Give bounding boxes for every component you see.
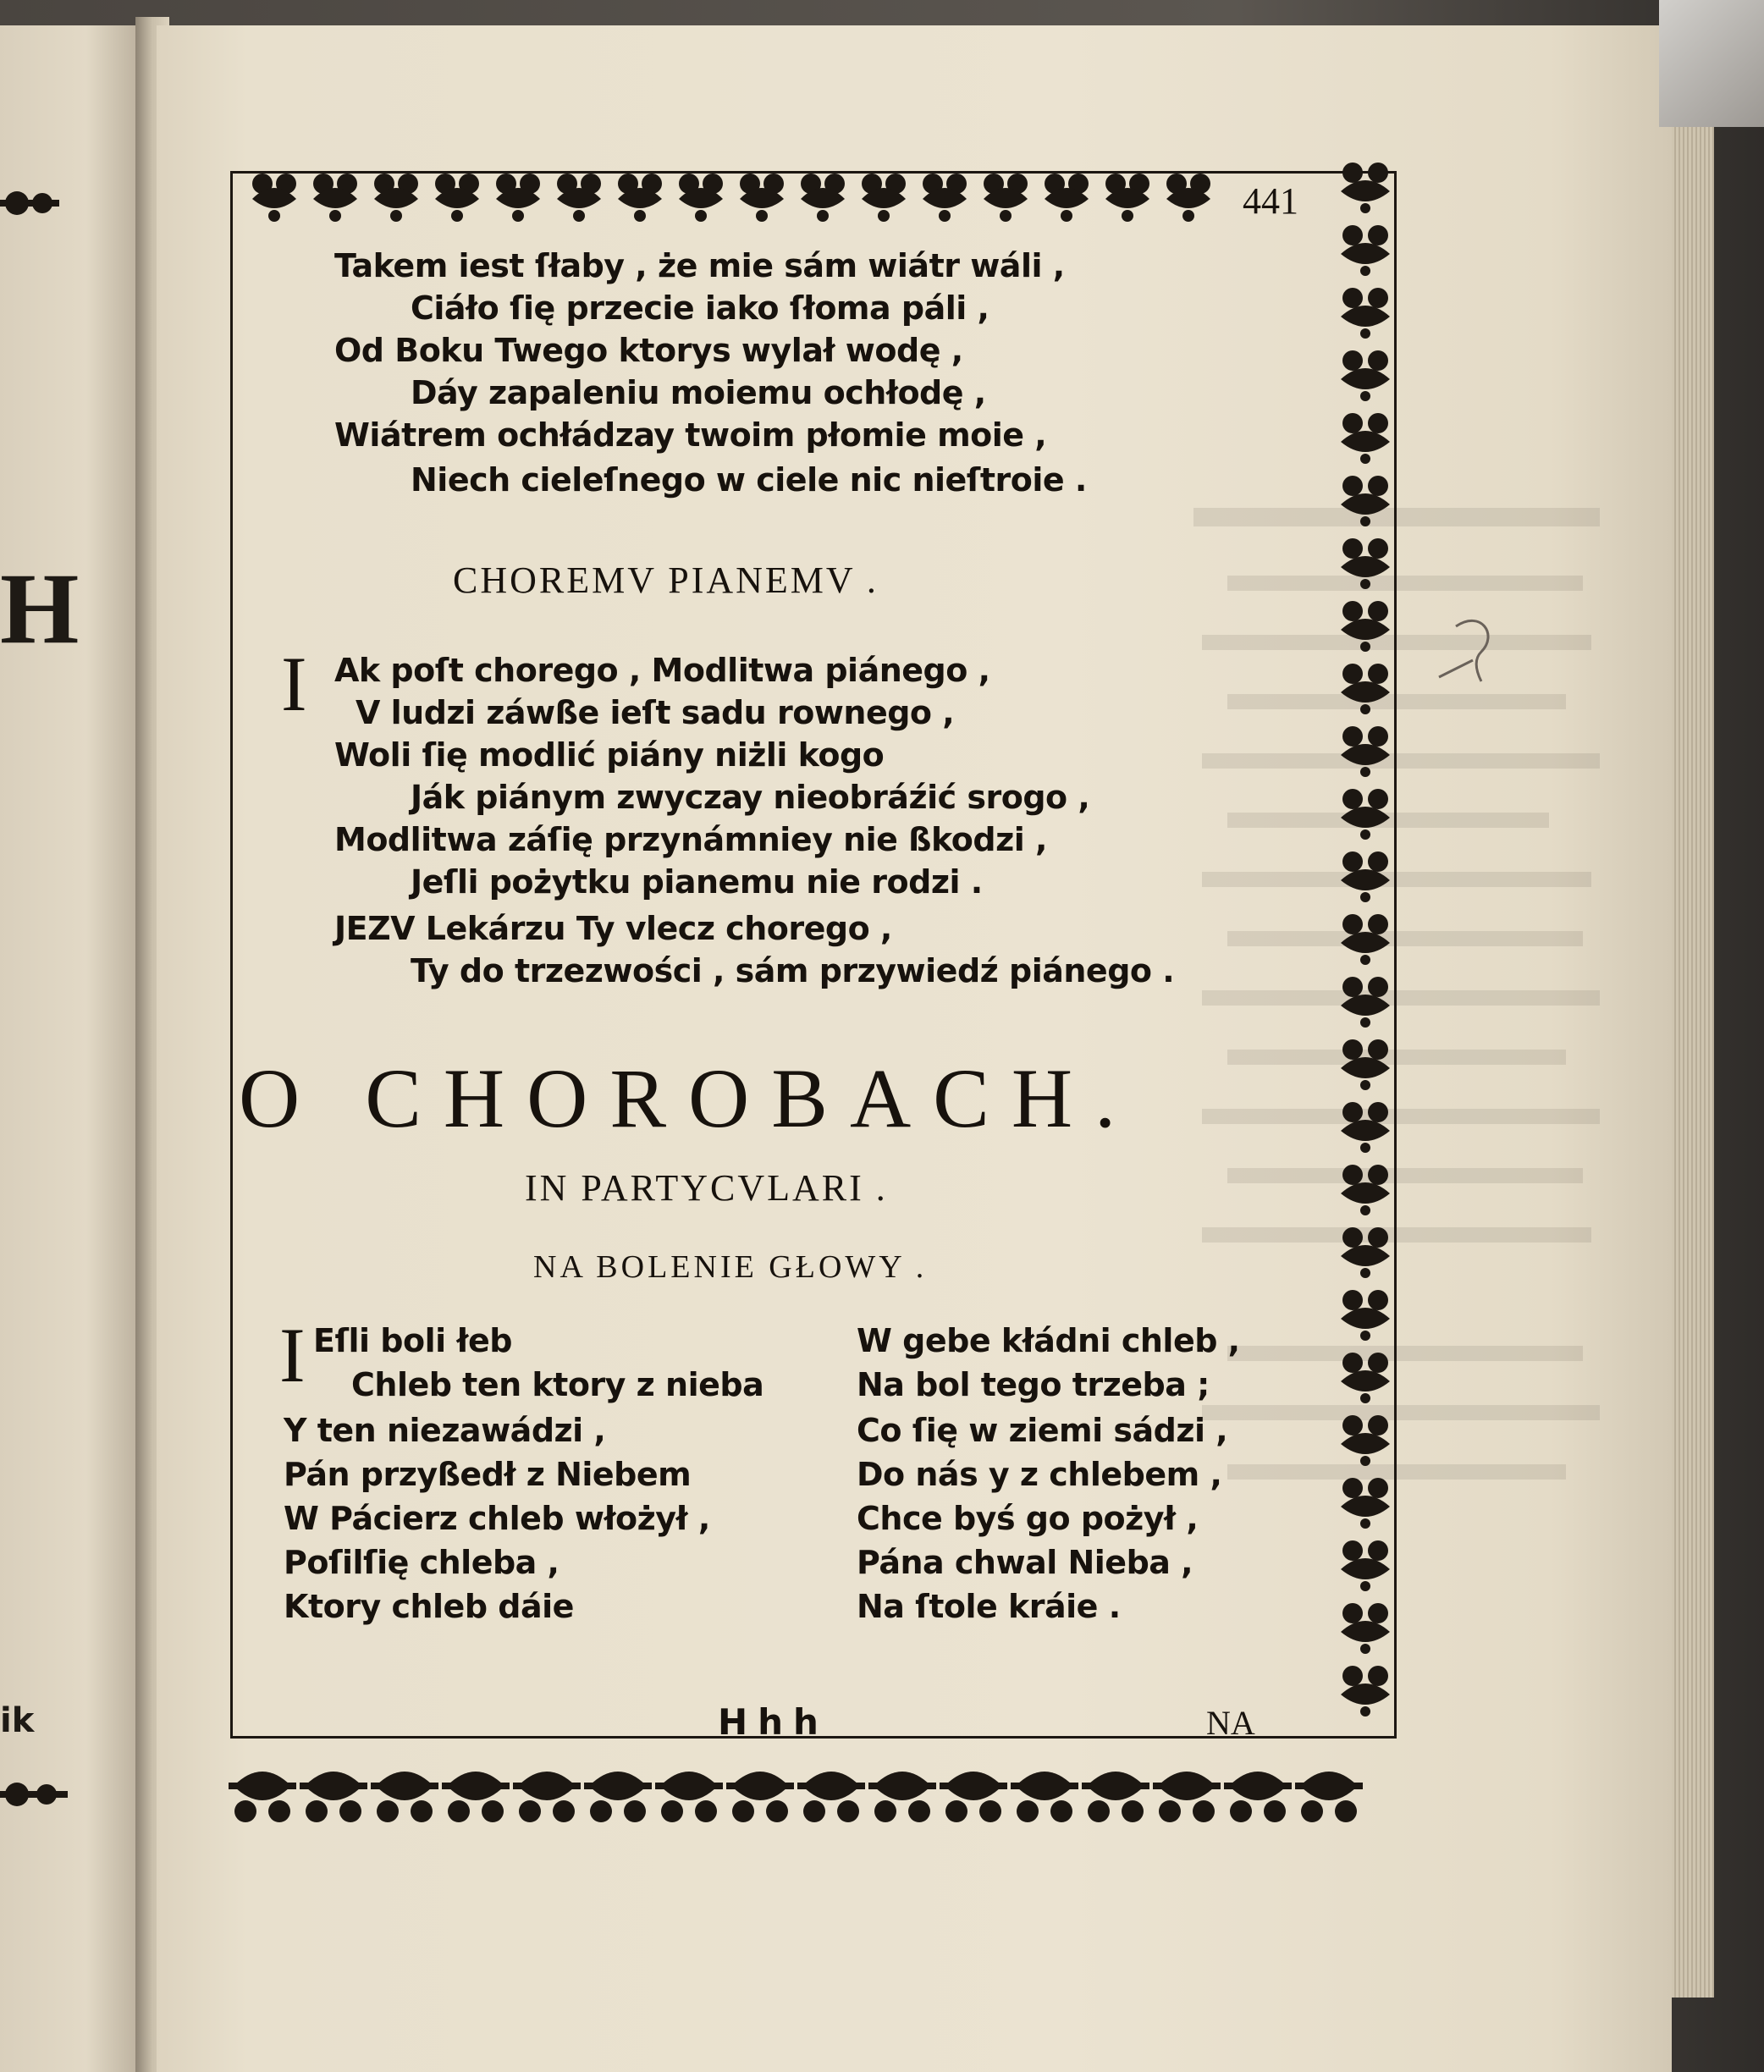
bottom-ornament-border xyxy=(229,1752,1405,1837)
catchword: NA xyxy=(1206,1704,1255,1742)
main-title: O CHOROBACH. xyxy=(239,1051,1138,1145)
poem-line: Takem iest ſłaby , że mie sám wiátr wáli , xyxy=(334,247,1065,284)
drop-initial: I xyxy=(279,1312,306,1398)
section-heading: NA BOLENIE GŁOWY . xyxy=(533,1249,928,1285)
verse-line: Woli ſię modlić piány niżli kogo xyxy=(334,736,885,774)
verse-line: Ják piánym zwyczay nieobráźić srogo , xyxy=(411,779,1090,816)
poem-line: Dáy zapaleniu moiemu ochłodę , xyxy=(411,374,986,411)
verse-line: Ty do trzezwości , sám przywiedź piánego . xyxy=(411,952,1175,989)
page-number: 441 xyxy=(1243,180,1298,222)
verse-line: Modlitwa záſię przynámniey nie ßkodzi , xyxy=(334,821,1047,858)
poem-line: Niech cieleſnego w ciele nic nieſtroie . xyxy=(411,461,1087,499)
left-page-fragment-ik: ik xyxy=(0,1701,35,1740)
right-column-line: Na bol tego trzeba ; xyxy=(857,1366,1210,1403)
pencil-mark-icon xyxy=(1430,609,1507,686)
left-column-line: Poſilſię chleba , xyxy=(284,1544,560,1581)
right-column-line: Do nás y z chlebem , xyxy=(857,1456,1222,1493)
signature-mark: Hhh xyxy=(718,1701,829,1743)
verse-line: V ludzi záwße ieſt sadu rownego , xyxy=(356,694,955,731)
corner-protector xyxy=(1659,0,1764,127)
left-column-line: Chleb ten ktory z nieba xyxy=(351,1366,764,1403)
right-column-line: Pána chwal Nieba , xyxy=(857,1544,1193,1581)
right-ornament-border xyxy=(1329,161,1405,1752)
right-column-line: W gebe kłádni chleb , xyxy=(857,1322,1240,1359)
left-column-line: Pán przyßedł z Niebem xyxy=(284,1456,692,1493)
left-column-line: W Pácierz chleb włożył , xyxy=(284,1500,710,1537)
left-column-line: Ktory chleb dáie xyxy=(284,1588,574,1625)
poem-line: Wiátrem ochłádzay twoim płomie moie , xyxy=(334,416,1047,454)
verse-line: Ak poſt chorego , Modlitwa piánego , xyxy=(334,652,990,689)
top-ornament-border xyxy=(245,165,1253,233)
subtitle: IN PARTYCVLARI . xyxy=(525,1167,888,1209)
verse-line: JEZV Lekárzu Ty vlecz chorego , xyxy=(334,910,892,947)
right-column-line: Co ſię w ziemi sádzi , xyxy=(857,1412,1228,1449)
left-page-fragment-h: H xyxy=(0,552,80,664)
section-heading: CHOREMV PIANEMV . xyxy=(453,559,879,601)
left-column-line: Y ten niezawádzi , xyxy=(284,1412,606,1449)
right-column-line: Chce byś go pożył , xyxy=(857,1500,1199,1537)
poem-line: Od Boku Twego ktorys wylał wodę , xyxy=(334,332,963,369)
drop-initial: I xyxy=(281,641,307,727)
right-column-line: Na ſtole kráie . xyxy=(857,1588,1121,1625)
left-column-line: Eſli boli łeb xyxy=(313,1322,512,1359)
left-page-ornament-icon xyxy=(0,1761,68,1828)
verse-line: Jeſli pożytku pianemu nie rodzi . xyxy=(411,863,983,901)
poem-line: Ciáło ſię przecie iako ſłoma páli , xyxy=(411,289,989,327)
left-page-ornament-icon xyxy=(0,169,59,237)
